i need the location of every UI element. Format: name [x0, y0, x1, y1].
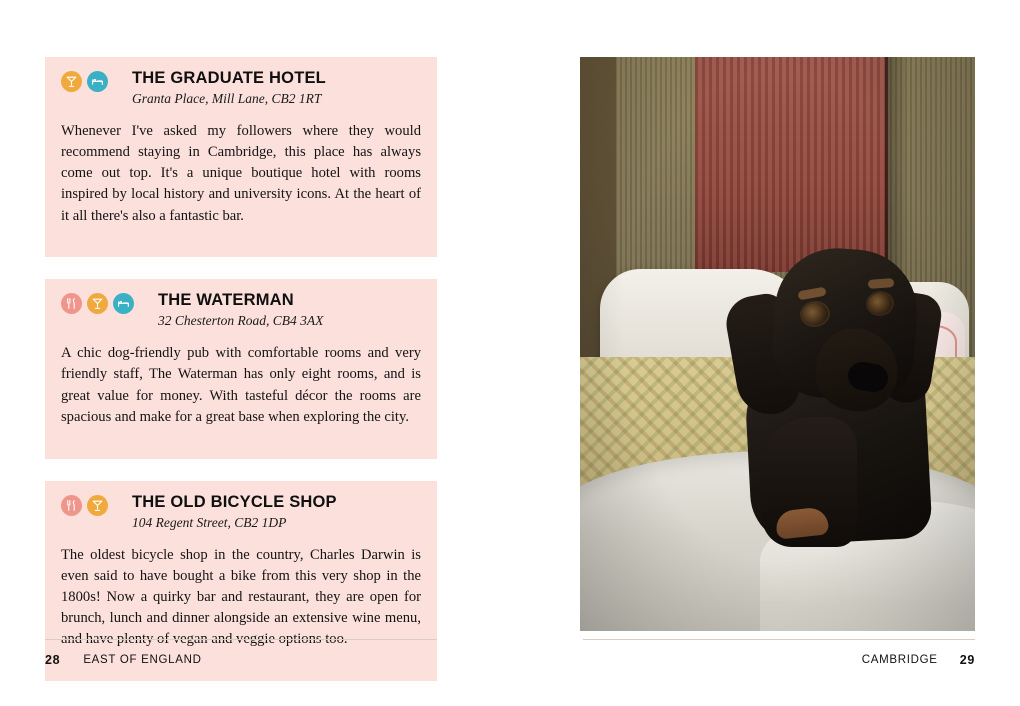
listing-entries	[45, 57, 437, 703]
restaurant-icon	[61, 495, 82, 516]
entry-body: Whenever I've asked my followers where they would recommend staying in Cambridge, this place has always come out top. It's a unique boutique hotel with rooms inspired by local history and university icons. At the heart of it all there's also a fantastic bar.	[61, 122, 421, 224]
entry-icons	[61, 291, 134, 314]
headboard	[695, 57, 888, 272]
bar-icon	[61, 71, 82, 92]
entry-icons	[61, 493, 108, 516]
hotel-icon	[87, 71, 108, 92]
dog-on-bed-photo	[580, 57, 975, 631]
entry-titles	[158, 291, 421, 329]
entry-address: Granta Place, Mill Lane, CB2 1RT	[132, 90, 322, 106]
footer-right	[583, 639, 975, 672]
bar-icon	[87, 293, 108, 314]
page-number: 28	[45, 653, 61, 667]
footer-left	[45, 639, 437, 672]
bar-icon	[87, 495, 108, 516]
entry-body: A chic dog-friendly pub with comfortable rooms and very friendly staff, The Waterman has only eight rooms, and is great value for money. With tasteful décor the rooms are spacious and make for a great base when exploring the city.	[61, 345, 421, 425]
entry-titles	[132, 493, 421, 531]
entry-title: THE OLD BICYCLE SHOP	[132, 492, 337, 511]
listing-entry[interactable]	[45, 279, 437, 458]
page-right	[510, 0, 1020, 706]
photo-frame	[580, 57, 975, 631]
hotel-icon	[113, 293, 134, 314]
listing-entry[interactable]	[45, 57, 437, 257]
entry-header	[61, 493, 421, 531]
entry-icons	[61, 69, 108, 92]
restaurant-icon	[61, 293, 82, 314]
entry-title: THE GRADUATE HOTEL	[132, 69, 326, 87]
section-label: EAST OF ENGLAND	[83, 654, 202, 666]
dog-brow-right	[868, 278, 895, 289]
page-number: 29	[959, 653, 975, 667]
entry-header	[61, 69, 421, 107]
location-label: CAMBRIDGE	[861, 654, 938, 666]
entry-titles	[132, 69, 421, 107]
entry-title: THE WATERMAN	[158, 291, 294, 310]
entry-header	[61, 291, 421, 329]
entry-address: 32 Chesterton Road, CB4 3AX	[158, 313, 324, 329]
entry-body: The oldest bicycle shop in the country, Charles Darwin is even said to have bought a bike from this very shop in the 1800s! Now a quirky bar and restaurant, they are open for brunch, lunch and dinner alongside an extensive wine menu, and have plenty of vegan and veggie options too.	[61, 546, 421, 648]
entry-address: 104 Regent Street, CB2 1DP	[132, 514, 287, 530]
